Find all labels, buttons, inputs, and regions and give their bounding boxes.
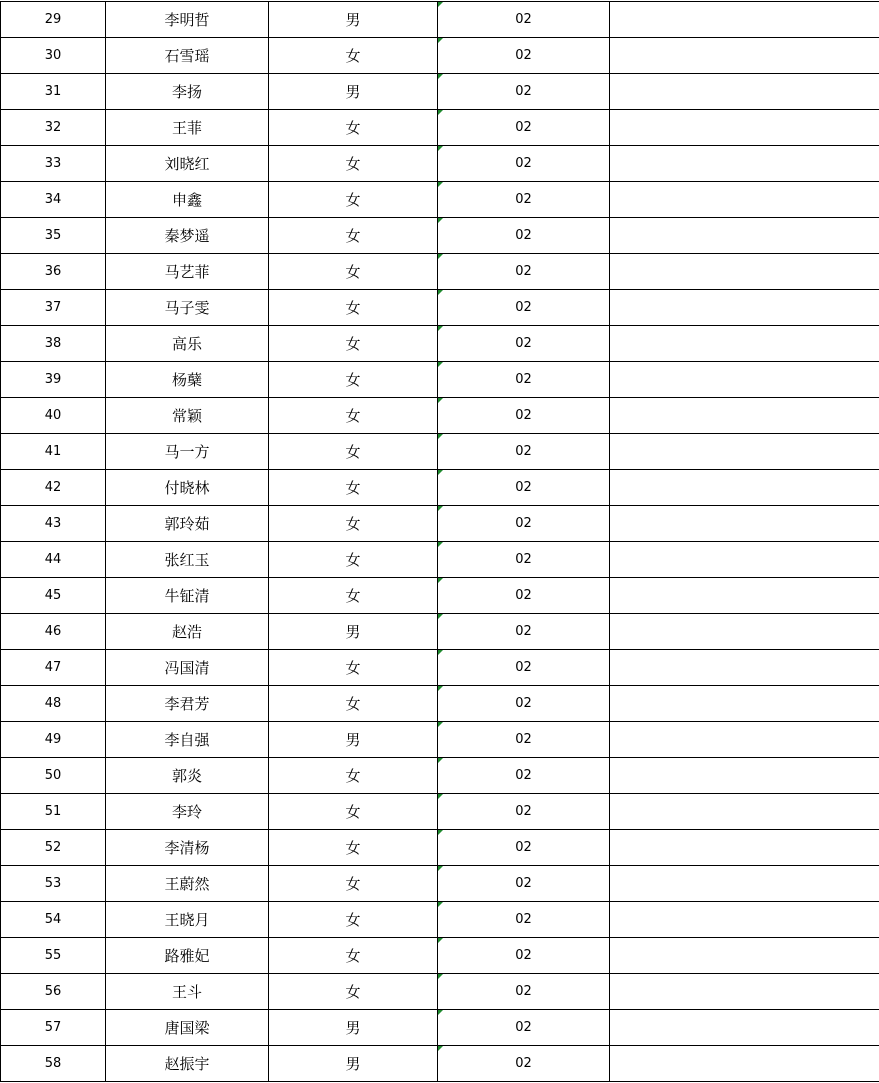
gender-cell[interactable]: 女: [269, 650, 438, 686]
notes-cell[interactable]: [610, 1010, 879, 1046]
notes-cell[interactable]: [610, 578, 879, 614]
row-number-cell[interactable]: 30: [1, 38, 106, 74]
row-number-cell[interactable]: 40: [1, 398, 106, 434]
row-number-cell[interactable]: 31: [1, 74, 106, 110]
name-cell[interactable]: 赵振宇: [106, 1046, 269, 1082]
notes-cell[interactable]: [610, 542, 879, 578]
code-cell[interactable]: [438, 722, 610, 758]
code-cell[interactable]: [438, 434, 610, 470]
code-cell[interactable]: [438, 866, 610, 902]
table-row: [1, 578, 879, 614]
notes-cell[interactable]: [610, 362, 879, 398]
notes-cell[interactable]: [610, 470, 879, 506]
code-cell[interactable]: [438, 794, 610, 830]
row-number-cell[interactable]: 52: [1, 830, 106, 866]
code-cell[interactable]: [438, 902, 610, 938]
code-value: 02: [515, 156, 532, 171]
code-cell[interactable]: [438, 470, 610, 506]
row-number-cell[interactable]: 57: [1, 1010, 106, 1046]
name-cell[interactable]: 王蔚然: [106, 866, 269, 902]
name-cell[interactable]: 王斗: [106, 974, 269, 1010]
name-cell[interactable]: 李玲: [106, 794, 269, 830]
notes-cell[interactable]: [610, 146, 879, 182]
code-cell[interactable]: [438, 542, 610, 578]
table-row: [1, 146, 879, 182]
name-cell[interactable]: 李清杨: [106, 830, 269, 866]
row-number-cell[interactable]: 46: [1, 614, 106, 650]
code-value: 02: [515, 372, 532, 387]
code-value: 02: [515, 768, 532, 783]
text-format-indicator-icon: [438, 938, 443, 943]
code-value: 02: [515, 660, 532, 675]
row-number-cell[interactable]: 32: [1, 110, 106, 146]
notes-cell[interactable]: [610, 398, 879, 434]
notes-cell[interactable]: [610, 38, 879, 74]
table-row: [1, 182, 879, 218]
table-row: [1, 650, 879, 686]
notes-cell[interactable]: [610, 866, 879, 902]
gender-cell[interactable]: 女: [269, 506, 438, 542]
gender-cell[interactable]: 女: [269, 110, 438, 146]
row-number-cell[interactable]: 38: [1, 326, 106, 362]
code-cell[interactable]: [438, 182, 610, 218]
notes-cell[interactable]: [610, 506, 879, 542]
table-row: [1, 218, 879, 254]
code-cell[interactable]: [438, 974, 610, 1010]
gender-cell[interactable]: 男: [269, 614, 438, 650]
table-row: [1, 974, 879, 1010]
table-row: [1, 794, 879, 830]
table-row: [1, 2, 879, 38]
notes-cell[interactable]: [610, 254, 879, 290]
notes-cell[interactable]: [610, 902, 879, 938]
text-format-indicator-icon: [438, 506, 443, 511]
code-value: 02: [515, 48, 532, 63]
row-number-cell[interactable]: 41: [1, 434, 106, 470]
code-cell[interactable]: [438, 650, 610, 686]
code-value: 02: [515, 516, 532, 531]
text-format-indicator-icon: [438, 614, 443, 619]
name-cell[interactable]: 路雅妃: [106, 938, 269, 974]
notes-cell[interactable]: [610, 1046, 879, 1082]
row-number-cell[interactable]: 43: [1, 506, 106, 542]
row-number-cell[interactable]: 42: [1, 470, 106, 506]
gender-cell[interactable]: 女: [269, 830, 438, 866]
text-format-indicator-icon: [438, 686, 443, 691]
code-cell[interactable]: [438, 686, 610, 722]
name-cell[interactable]: 王菲: [106, 110, 269, 146]
row-number-cell[interactable]: 36: [1, 254, 106, 290]
row-number-cell[interactable]: 39: [1, 362, 106, 398]
code-value: 02: [515, 984, 532, 999]
code-value: 02: [515, 840, 532, 855]
text-format-indicator-icon: [438, 146, 443, 151]
text-format-indicator-icon: [438, 290, 443, 295]
text-format-indicator-icon: [438, 38, 443, 43]
text-format-indicator-icon: [438, 74, 443, 79]
table-row: [1, 686, 879, 722]
name-cell[interactable]: 马一方: [106, 434, 269, 470]
text-format-indicator-icon: [438, 830, 443, 835]
text-format-indicator-icon: [438, 542, 443, 547]
name-cell[interactable]: 郭炎: [106, 758, 269, 794]
name-cell[interactable]: 李自强: [106, 722, 269, 758]
table-row: [1, 722, 879, 758]
row-number-cell[interactable]: 55: [1, 938, 106, 974]
row-number-cell[interactable]: 34: [1, 182, 106, 218]
name-cell[interactable]: 付晓林: [106, 470, 269, 506]
notes-cell[interactable]: [610, 434, 879, 470]
table-row: [1, 74, 879, 110]
notes-cell[interactable]: [610, 974, 879, 1010]
code-cell[interactable]: [438, 362, 610, 398]
gender-cell[interactable]: 女: [269, 938, 438, 974]
name-cell[interactable]: 石雪瑶: [106, 38, 269, 74]
code-value: 02: [515, 1020, 532, 1035]
table-row: [1, 434, 879, 470]
code-value: 02: [515, 444, 532, 459]
text-format-indicator-icon: [438, 794, 443, 799]
text-format-indicator-icon: [438, 218, 443, 223]
table-row: [1, 1046, 879, 1082]
notes-cell[interactable]: [610, 290, 879, 326]
gender-cell[interactable]: 女: [269, 758, 438, 794]
text-format-indicator-icon: [438, 434, 443, 439]
notes-cell[interactable]: [610, 650, 879, 686]
text-format-indicator-icon: [438, 974, 443, 979]
text-format-indicator-icon: [438, 182, 443, 187]
code-value: 02: [515, 732, 532, 747]
text-format-indicator-icon: [438, 1046, 443, 1051]
code-cell[interactable]: [438, 38, 610, 74]
name-cell[interactable]: 郭玲茹: [106, 506, 269, 542]
code-cell[interactable]: [438, 758, 610, 794]
gender-cell[interactable]: 女: [269, 362, 438, 398]
code-cell[interactable]: [438, 398, 610, 434]
code-value: 02: [515, 876, 532, 891]
notes-cell[interactable]: [610, 938, 879, 974]
row-number-cell[interactable]: 48: [1, 686, 106, 722]
code-value: 02: [515, 408, 532, 423]
row-number-cell[interactable]: 53: [1, 866, 106, 902]
row-number-cell[interactable]: 56: [1, 974, 106, 1010]
gender-cell[interactable]: 男: [269, 74, 438, 110]
name-cell[interactable]: 杨蘖: [106, 362, 269, 398]
table-row: [1, 326, 879, 362]
table-row: [1, 506, 879, 542]
code-cell[interactable]: [438, 110, 610, 146]
gender-cell[interactable]: 女: [269, 218, 438, 254]
name-cell[interactable]: 李君芳: [106, 686, 269, 722]
table-row: [1, 290, 879, 326]
name-cell[interactable]: 申鑫: [106, 182, 269, 218]
code-cell[interactable]: [438, 74, 610, 110]
text-format-indicator-icon: [438, 398, 443, 403]
table-row: [1, 110, 879, 146]
text-format-indicator-icon: [438, 254, 443, 259]
code-cell[interactable]: [438, 146, 610, 182]
table-row: [1, 1010, 879, 1046]
gender-cell[interactable]: 男: [269, 1010, 438, 1046]
gender-cell[interactable]: 女: [269, 398, 438, 434]
text-format-indicator-icon: [438, 110, 443, 115]
code-value: 02: [515, 300, 532, 315]
row-number-cell[interactable]: 47: [1, 650, 106, 686]
gender-cell[interactable]: 女: [269, 542, 438, 578]
code-cell[interactable]: [438, 254, 610, 290]
row-number-cell[interactable]: 54: [1, 902, 106, 938]
gender-cell[interactable]: 女: [269, 290, 438, 326]
table-row: [1, 470, 879, 506]
row-number-cell[interactable]: 44: [1, 542, 106, 578]
text-format-indicator-icon: [438, 362, 443, 367]
notes-cell[interactable]: [610, 74, 879, 110]
code-value: 02: [515, 588, 532, 603]
gender-cell[interactable]: 女: [269, 434, 438, 470]
text-format-indicator-icon: [438, 2, 443, 7]
code-value: 02: [515, 264, 532, 279]
gender-cell[interactable]: 女: [269, 254, 438, 290]
row-number-cell[interactable]: 49: [1, 722, 106, 758]
code-cell[interactable]: [438, 1010, 610, 1046]
gender-cell[interactable]: 女: [269, 182, 438, 218]
row-number-cell[interactable]: 58: [1, 1046, 106, 1082]
name-cell[interactable]: 马子雯: [106, 290, 269, 326]
text-format-indicator-icon: [438, 326, 443, 331]
code-cell[interactable]: [438, 614, 610, 650]
code-value: 02: [515, 120, 532, 135]
gender-cell[interactable]: 男: [269, 2, 438, 38]
name-cell[interactable]: 牛钲清: [106, 578, 269, 614]
roster-table: [0, 1, 879, 1082]
row-number-cell[interactable]: 37: [1, 290, 106, 326]
name-cell[interactable]: 刘晓红: [106, 146, 269, 182]
name-cell[interactable]: 常颖: [106, 398, 269, 434]
gender-cell[interactable]: 女: [269, 578, 438, 614]
row-number-cell[interactable]: 35: [1, 218, 106, 254]
name-cell[interactable]: 王晓月: [106, 902, 269, 938]
notes-cell[interactable]: [610, 614, 879, 650]
name-cell[interactable]: 赵浩: [106, 614, 269, 650]
code-value: 02: [515, 228, 532, 243]
gender-cell[interactable]: 女: [269, 470, 438, 506]
notes-cell[interactable]: [610, 794, 879, 830]
table-row: [1, 38, 879, 74]
notes-cell[interactable]: [610, 110, 879, 146]
code-cell[interactable]: [438, 218, 610, 254]
name-cell[interactable]: 高乐: [106, 326, 269, 362]
table-row: [1, 398, 879, 434]
code-value: 02: [515, 1056, 532, 1071]
table-row: [1, 254, 879, 290]
table-row: [1, 902, 879, 938]
table-row: [1, 938, 879, 974]
code-cell[interactable]: [438, 830, 610, 866]
text-format-indicator-icon: [438, 578, 443, 583]
code-value: 02: [515, 192, 532, 207]
code-value: 02: [515, 696, 532, 711]
gender-cell[interactable]: 女: [269, 326, 438, 362]
row-number-cell[interactable]: 29: [1, 2, 106, 38]
text-format-indicator-icon: [438, 650, 443, 655]
notes-cell[interactable]: [610, 686, 879, 722]
text-format-indicator-icon: [438, 722, 443, 727]
code-value: 02: [515, 336, 532, 351]
code-cell[interactable]: [438, 578, 610, 614]
name-cell[interactable]: 唐国梁: [106, 1010, 269, 1046]
notes-cell[interactable]: [610, 218, 879, 254]
name-cell[interactable]: 李明哲: [106, 2, 269, 38]
code-value: 02: [515, 552, 532, 567]
name-cell[interactable]: 马艺菲: [106, 254, 269, 290]
row-number-cell[interactable]: 33: [1, 146, 106, 182]
code-value: 02: [515, 12, 532, 27]
table-row: [1, 614, 879, 650]
gender-cell[interactable]: 女: [269, 794, 438, 830]
name-cell[interactable]: 秦梦遥: [106, 218, 269, 254]
row-number-cell[interactable]: 45: [1, 578, 106, 614]
name-cell[interactable]: 冯国清: [106, 650, 269, 686]
code-cell[interactable]: [438, 938, 610, 974]
gender-cell[interactable]: 女: [269, 866, 438, 902]
gender-cell[interactable]: 女: [269, 902, 438, 938]
roster-table-body: [1, 2, 879, 1082]
text-format-indicator-icon: [438, 902, 443, 907]
notes-cell[interactable]: [610, 326, 879, 362]
gender-cell[interactable]: 女: [269, 686, 438, 722]
notes-cell[interactable]: [610, 182, 879, 218]
name-cell[interactable]: 张红玉: [106, 542, 269, 578]
code-cell[interactable]: [438, 290, 610, 326]
notes-cell[interactable]: [610, 2, 879, 38]
row-number-cell[interactable]: 51: [1, 794, 106, 830]
gender-cell[interactable]: 男: [269, 722, 438, 758]
table-row: [1, 866, 879, 902]
notes-cell[interactable]: [610, 830, 879, 866]
notes-cell[interactable]: [610, 722, 879, 758]
text-format-indicator-icon: [438, 1010, 443, 1015]
table-row: [1, 362, 879, 398]
code-value: 02: [515, 624, 532, 639]
code-cell[interactable]: [438, 506, 610, 542]
code-cell[interactable]: [438, 326, 610, 362]
code-value: 02: [515, 84, 532, 99]
code-value: 02: [515, 912, 532, 927]
code-cell[interactable]: [438, 1046, 610, 1082]
text-format-indicator-icon: [438, 866, 443, 871]
code-value: 02: [515, 804, 532, 819]
name-cell[interactable]: 李扬: [106, 74, 269, 110]
code-value: 02: [515, 948, 532, 963]
text-format-indicator-icon: [438, 470, 443, 475]
notes-cell[interactable]: [610, 758, 879, 794]
table-row: [1, 830, 879, 866]
table-row: [1, 758, 879, 794]
table-row: [1, 542, 879, 578]
gender-cell[interactable]: 女: [269, 38, 438, 74]
gender-cell[interactable]: 男: [269, 1046, 438, 1082]
code-cell[interactable]: [438, 2, 610, 38]
code-value: 02: [515, 480, 532, 495]
gender-cell[interactable]: 女: [269, 974, 438, 1010]
text-format-indicator-icon: [438, 758, 443, 763]
row-number-cell[interactable]: 50: [1, 758, 106, 794]
gender-cell[interactable]: 女: [269, 146, 438, 182]
